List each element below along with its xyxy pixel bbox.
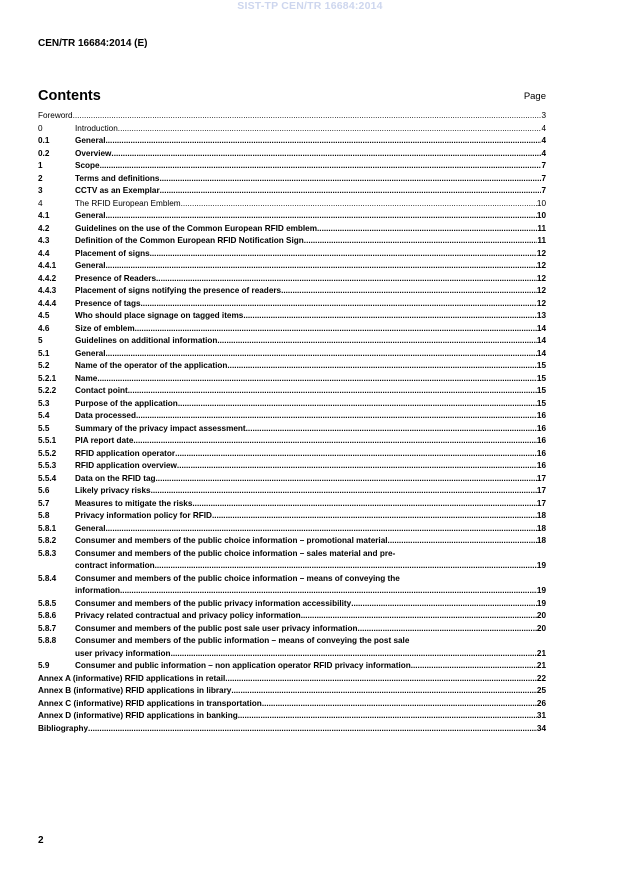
dot-leader [159, 173, 541, 186]
toc-entry-page: 14 [536, 323, 546, 333]
toc-entry[interactable] [38, 360, 546, 373]
toc-entry-page: 7 [541, 161, 546, 170]
toc-entry-page: 7 [541, 186, 546, 195]
toc-entry-number: 5.2.2 [38, 386, 57, 395]
toc-entry-page: 12 [536, 273, 546, 283]
toc-entry[interactable] [38, 610, 546, 623]
dot-leader [411, 660, 537, 673]
toc-entry-page: 16 [536, 461, 546, 470]
toc-entry-page: 15 [536, 361, 546, 370]
toc-entry-number: 5.8.2 [38, 536, 57, 545]
toc-entry[interactable] [38, 598, 546, 611]
toc-entry-title: Privacy related contractual and privacy policy information [75, 611, 301, 620]
toc-entry-page: 20 [536, 611, 546, 620]
toc-entry[interactable] [38, 623, 546, 636]
document-id: CEN/TR 16684:2014 (E) [38, 38, 148, 49]
dot-leader [156, 473, 537, 486]
toc-entry[interactable] [38, 248, 546, 261]
dot-leader [351, 598, 537, 611]
toc-entry-title: Annex B (informative) RFID applications in library [38, 686, 232, 695]
dot-leader [111, 148, 541, 161]
dot-leader [155, 560, 537, 573]
toc-entry[interactable] [38, 710, 546, 723]
dot-leader [317, 223, 537, 236]
toc-entry-number: 5.8.6 [38, 611, 57, 620]
toc-entry-number: 4.4.1 [38, 261, 57, 270]
toc-entry[interactable] [38, 698, 546, 711]
toc-entry[interactable] [38, 723, 546, 736]
toc-entry-title: PIA report date [75, 436, 134, 445]
toc-entry-title: The RFID European Emblem [75, 198, 181, 208]
toc-entry-title: Consumer and members of the public choice information – means of conveying the [75, 573, 400, 583]
toc-entry-title: RFID application overview [75, 461, 177, 470]
toc-entry-title: CCTV as an Exemplar [75, 186, 160, 195]
toc-entry-title: Consumer and members of the public privacy information accessibility [75, 598, 352, 608]
toc-entry-number: 5.5.2 [38, 448, 57, 458]
toc-entry-number: 5.4 [38, 411, 50, 420]
toc-entry-page: 20 [536, 623, 546, 633]
toc-entry-page: 4 [541, 148, 546, 158]
toc-entry-title: RFID application operator [75, 448, 176, 458]
toc-entry-number: 5.3 [38, 398, 50, 408]
toc-entry-number: 4.6 [38, 323, 50, 333]
dot-leader [106, 210, 537, 223]
toc-entry-page: 19 [536, 586, 546, 595]
toc-entry-page: 16 [536, 411, 546, 420]
toc-entry-title: Purpose of the application [75, 398, 178, 408]
toc-entry-number: 3 [38, 186, 43, 195]
toc-entry-title: Annex C (informative) RFID applications in transportation [38, 698, 262, 708]
toc-entry-page: 26 [536, 698, 546, 708]
toc-entry-page: 18 [536, 523, 546, 533]
toc-entry[interactable] [38, 185, 546, 198]
toc-entry-title: Summary of the privacy impact assessment [75, 423, 246, 433]
toc-entry-title-continued: information [75, 586, 121, 595]
toc-entry-page: 12 [536, 286, 546, 295]
toc-entry[interactable] [38, 385, 546, 398]
toc-entry[interactable] [38, 348, 546, 361]
toc-entry-title: Foreword [38, 111, 73, 120]
toc-entry-title: Bibliography [38, 723, 89, 733]
toc-entry-title: Consumer and members of the public post sale user privacy information [75, 623, 358, 633]
dot-leader [192, 498, 536, 511]
dot-leader [178, 398, 537, 411]
toc-entry-page: 17 [536, 486, 546, 495]
toc-entry[interactable] [38, 423, 546, 436]
dot-leader [141, 298, 537, 311]
toc-entry-number: 5.2 [38, 361, 50, 370]
toc-entry[interactable] [38, 485, 546, 498]
toc-entry[interactable] [38, 635, 546, 660]
dot-leader [225, 673, 537, 686]
watermark: SIST-TP CEN/TR 16684:2014 [237, 0, 383, 12]
toc-entry-title: Name of the operator of the application [75, 361, 228, 370]
toc-entry-title: Scope [75, 161, 100, 170]
toc-entry[interactable] [38, 660, 546, 673]
dot-leader [156, 273, 537, 286]
dot-leader [243, 310, 537, 323]
page-number: 2 [38, 835, 44, 846]
dot-leader [281, 285, 537, 298]
toc-entry[interactable] [38, 498, 546, 511]
toc-entry-page: 4 [541, 123, 546, 133]
toc-entry-page: 34 [536, 723, 546, 733]
toc-entry-title: Name [75, 373, 98, 383]
dot-leader [388, 535, 537, 548]
toc-entry[interactable] [38, 160, 546, 173]
toc-entry-title: Consumer and members of the public choice information – promotional material [75, 536, 388, 545]
toc-entry-page: 22 [536, 673, 546, 683]
dot-leader [88, 723, 537, 736]
toc-entry-page: 11 [537, 236, 546, 245]
toc-entry-page: 15 [536, 386, 546, 395]
toc-entry-page: 14 [536, 336, 546, 345]
toc-entry[interactable] [38, 460, 546, 473]
toc-entry-number: 0 [38, 123, 43, 133]
toc-entry-title: Likely privacy risks [75, 486, 151, 495]
toc-entry-page: 14 [536, 348, 546, 358]
toc-entry-number: 5.9 [38, 661, 50, 670]
toc-entry-title: Placement of signs [75, 248, 150, 258]
toc-entry-page: 12 [536, 248, 546, 258]
contents-title: Contents [38, 88, 101, 104]
toc-entry-number: 5.2.1 [38, 373, 57, 383]
toc-entry[interactable] [38, 323, 546, 336]
toc-entry-number: 4.4.2 [38, 273, 57, 283]
dot-leader [212, 510, 537, 523]
toc-entry[interactable] [38, 135, 546, 148]
toc-entry-page: 18 [536, 536, 546, 545]
toc-entry-title: Contact point [75, 386, 128, 395]
toc-entry-page: 13 [536, 311, 546, 320]
dot-leader [150, 248, 537, 261]
dot-leader [100, 160, 542, 173]
toc-entry-number: 5.5.4 [38, 473, 57, 483]
dot-leader [97, 373, 537, 386]
toc-entry[interactable] [38, 410, 546, 423]
toc-entry-number: 4.3 [38, 236, 50, 245]
toc-entry[interactable] [38, 210, 546, 223]
dot-leader [73, 110, 542, 123]
dot-leader [106, 523, 537, 536]
toc-entry-number: 5.5 [38, 423, 50, 433]
toc-entry-page: 11 [537, 223, 546, 233]
toc-entry-number: 4.4.4 [38, 298, 57, 308]
toc-entry-page: 3 [541, 111, 546, 120]
toc-entry[interactable] [38, 473, 546, 486]
toc-entry-title: Privacy information policy for RFID [75, 511, 212, 520]
toc-entry-title: Annex D (informative) RFID applications in banking [38, 711, 238, 720]
toc-entry-number: 5.6 [38, 486, 50, 495]
toc-entry-number: 4.5 [38, 311, 50, 320]
dot-leader [135, 323, 537, 336]
toc-entry[interactable] [38, 298, 546, 311]
toc-entry-title: Overview [75, 148, 112, 158]
toc-entry-title: Guidelines on additional information [75, 336, 218, 345]
toc-entry-page: 4 [541, 136, 546, 145]
toc-entry-number: 4 [38, 198, 43, 208]
toc-entry-number: 4.4 [38, 248, 50, 258]
toc-entry[interactable] [38, 435, 546, 448]
toc-entry-title: General [75, 211, 106, 220]
dot-leader [160, 185, 542, 198]
toc-entry[interactable] [38, 335, 546, 348]
dot-leader [301, 610, 537, 623]
toc-entry-number: 5.7 [38, 498, 50, 508]
toc-entry-page: 31 [536, 711, 546, 720]
toc-entry-page: 15 [536, 398, 546, 408]
toc-entry-number: 4.2 [38, 223, 50, 233]
toc-entry-page: 16 [536, 448, 546, 458]
dot-leader [133, 435, 537, 448]
toc-entry[interactable] [38, 673, 546, 686]
toc-entry-number: 5.8 [38, 511, 50, 520]
toc-entry-number: 5.8.3 [38, 548, 57, 558]
toc-entry[interactable] [38, 235, 546, 248]
dot-leader [128, 385, 537, 398]
toc-entry-title: Size of emblem [75, 323, 135, 333]
toc-entry-number: 5.8.7 [38, 623, 57, 633]
toc-entry-page: 10 [536, 198, 546, 208]
dot-leader [120, 585, 537, 598]
toc-entry-number: 5.5.1 [38, 436, 57, 445]
dot-leader [175, 448, 537, 461]
dot-leader [358, 623, 537, 636]
toc-entry-title: Placement of signs notifying the presence of readers [75, 286, 282, 295]
toc-entry-title: Consumer and members of the public choice information – sales material and pre- [75, 548, 396, 558]
toc-entry-page: 21 [536, 661, 546, 670]
dot-leader [106, 348, 537, 361]
toc-entry[interactable] [38, 198, 546, 211]
toc-entry[interactable] [38, 110, 546, 123]
toc-entry-title-continued: user privacy information [75, 648, 171, 658]
toc-entry-page: 25 [536, 686, 546, 695]
toc-entry-number: 0.2 [38, 148, 50, 158]
toc-entry[interactable] [38, 373, 546, 386]
toc-entry-number: 2 [38, 173, 43, 183]
toc-entry[interactable] [38, 148, 546, 161]
toc-entry-page: 7 [541, 173, 546, 183]
toc-entry-title: Who should place signage on tagged items [75, 311, 244, 320]
dot-leader [262, 698, 537, 711]
toc-entry[interactable] [38, 123, 546, 136]
toc-entry[interactable] [38, 548, 546, 573]
toc-entry[interactable] [38, 535, 546, 548]
toc-entry-title: Data processed [75, 411, 136, 420]
toc-entry-page: 15 [536, 373, 546, 383]
dot-leader [304, 235, 538, 248]
toc-entry-title: Definition of the Common European RFID Notification Sign [75, 236, 304, 245]
toc-entry-page: 21 [536, 648, 546, 658]
toc-entry-title: Guidelines on the use of the Common European RFID emblem [75, 223, 318, 233]
toc-entry-number: 5.8.5 [38, 598, 57, 608]
toc-entry-number: 5.8.1 [38, 523, 57, 533]
dot-leader [136, 410, 537, 423]
dot-leader [151, 485, 537, 498]
toc-entry-page: 19 [536, 598, 546, 608]
toc-entry-number: 4.4.3 [38, 286, 57, 295]
toc-entry[interactable] [38, 260, 546, 273]
toc-entry[interactable] [38, 573, 546, 598]
toc-entry-title: Consumer and public information – non application operator RFID privacy information [75, 661, 411, 670]
toc-entry-title: General [75, 261, 106, 270]
toc-entry-number: 5.8.4 [38, 573, 57, 583]
dot-leader [227, 360, 536, 373]
toc-entry[interactable] [38, 285, 546, 298]
toc-entry[interactable] [38, 448, 546, 461]
toc-entry[interactable] [38, 398, 546, 411]
toc-entry-title: General [75, 348, 106, 358]
toc-entry-title: General [75, 136, 106, 145]
toc-entry-page: 16 [536, 423, 546, 433]
toc-entry-number: 0.1 [38, 136, 50, 145]
dot-leader [181, 198, 537, 211]
toc-entry-title: Data on the RFID tag [75, 473, 156, 483]
toc-entry-page: 18 [536, 511, 546, 520]
toc-entry-title: Consumer and members of the public information – means of conveying the post sale [75, 636, 410, 645]
toc-entry[interactable] [38, 223, 546, 236]
dot-leader [217, 335, 537, 348]
toc-entry-number: 1 [38, 161, 43, 170]
toc-entry[interactable] [38, 273, 546, 286]
toc-entry-page: 17 [536, 498, 546, 508]
dot-leader [177, 460, 537, 473]
page-column-label: Page [523, 91, 546, 102]
toc-entry-page: 16 [536, 436, 546, 445]
toc-entry-title: Introduction [75, 123, 118, 133]
dot-leader [106, 135, 542, 148]
toc-entry[interactable] [38, 173, 546, 186]
toc-entry[interactable] [38, 510, 546, 523]
toc-entry-title-continued: contract information [75, 561, 155, 570]
toc-entry-title: Measures to mitigate the risks [75, 498, 193, 508]
toc-entry-page: 12 [536, 261, 546, 270]
toc-entry-number: 4.1 [38, 211, 50, 220]
dot-leader [238, 710, 537, 723]
toc-entry-title: Presence of tags [75, 298, 141, 308]
toc-entry-page: 17 [536, 473, 546, 483]
toc-entry[interactable] [38, 523, 546, 536]
dot-leader [118, 123, 542, 136]
toc-entry-title: Presence of Readers [75, 273, 157, 283]
dot-leader [231, 685, 537, 698]
toc-entry-number: 5 [38, 336, 43, 345]
toc-entry-title: Terms and definitions [75, 173, 160, 183]
table-of-contents [38, 110, 546, 735]
dot-leader [106, 260, 537, 273]
toc-entry-page: 10 [536, 211, 546, 220]
dot-leader [171, 648, 537, 661]
toc-entry[interactable] [38, 685, 546, 698]
toc-entry-number: 5.1 [38, 348, 50, 358]
toc-entry-title: Annex A (informative) RFID applications in retail [38, 673, 226, 683]
toc-entry-page: 19 [536, 561, 546, 570]
toc-entry-number: 5.8.8 [38, 636, 57, 645]
toc-entry-title: General [75, 523, 106, 533]
toc-entry-number: 5.5.3 [38, 461, 57, 470]
dot-leader [246, 423, 537, 436]
toc-entry-page: 12 [536, 298, 546, 308]
toc-entry[interactable] [38, 310, 546, 323]
